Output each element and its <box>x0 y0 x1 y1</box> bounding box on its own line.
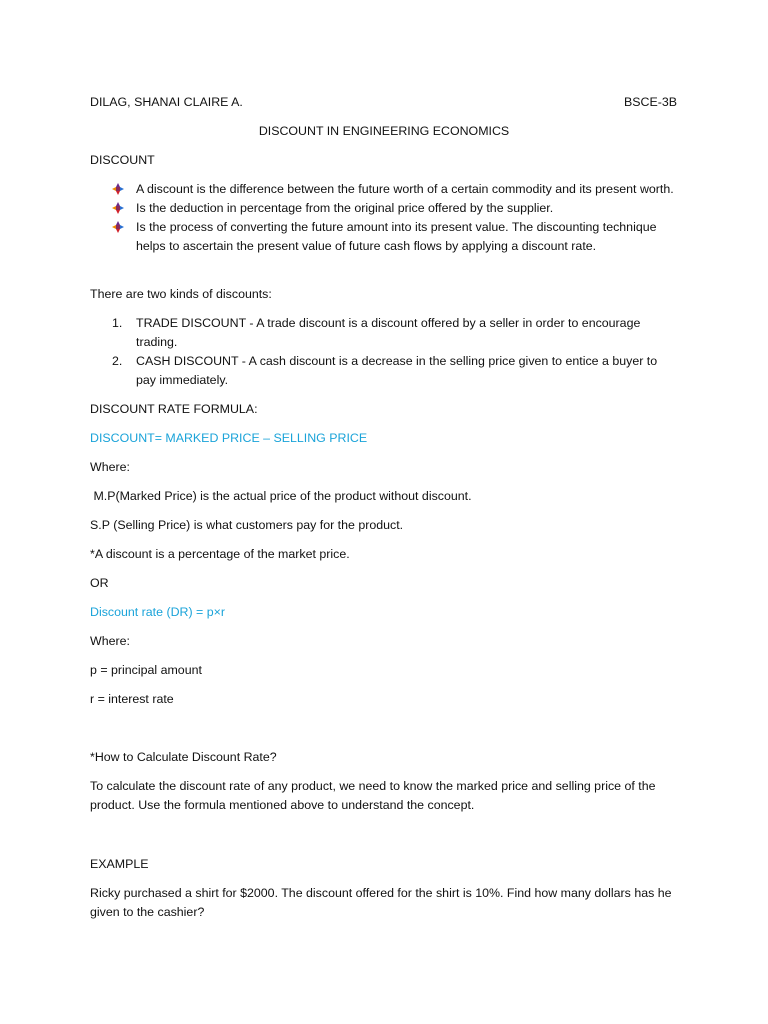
kind-text: TRADE DISCOUNT - A trade discount is a discount offered by a seller in order to encourage trading. <box>136 316 641 349</box>
marked-price-definition: M.P(Marked Price) is the actual price of the product without discount. <box>90 489 472 503</box>
class-section: BSCE-3B <box>623 95 677 109</box>
where-label: Where: <box>90 460 130 474</box>
percentage-note: *A discount is a percentage of the market price. <box>90 547 350 561</box>
kind-number: 2. <box>112 354 123 368</box>
formula-heading: DISCOUNT RATE FORMULA: <box>90 402 258 416</box>
kinds-list <box>112 314 680 390</box>
definition-text: Is the deduction in percentage from the original price offered by the supplier. <box>136 201 554 215</box>
selling-price-definition: S.P (Selling Price) is what customers pay for the product. <box>90 518 404 532</box>
how-to-paragraph: To calculate the discount rate of any product, we need to know the marked price and selling price of the product. Use the formula mentioned above to understand the concept. <box>90 779 656 812</box>
where-label: Where: <box>90 634 130 648</box>
definition-item <box>112 218 680 256</box>
discount-formula: DISCOUNT= MARKED PRICE – SELLING PRICE <box>90 431 368 445</box>
interest-rate-definition: r = interest rate <box>90 692 174 706</box>
kind-text: CASH DISCOUNT - A cash discount is a decrease in the selling price given to entice a buyer to pay immediately. <box>136 354 658 387</box>
four-point-arrow-bullet-icon <box>112 183 124 195</box>
kinds-intro: There are two kinds of discounts: <box>90 287 272 301</box>
discount-rate-formula: Discount rate (DR) = p×r <box>90 605 225 619</box>
definition-item <box>112 199 680 218</box>
document-title: DISCOUNT IN ENGINEERING ECONOMICS <box>258 124 510 138</box>
definition-item <box>112 180 680 199</box>
discount-heading: DISCOUNT <box>90 153 155 167</box>
kind-item <box>112 314 680 352</box>
example-heading: EXAMPLE <box>90 857 149 871</box>
definition-text: A discount is the difference between the future worth of a certain commodity and its present worth. <box>136 182 674 196</box>
kind-number: 1. <box>112 316 123 330</box>
or-separator: OR <box>90 576 109 590</box>
example-paragraph: Ricky purchased a shirt for $2000. The discount offered for the shirt is 10%. Find how many dollars has he given to the cashier? <box>90 886 672 919</box>
how-to-heading: *How to Calculate Discount Rate? <box>90 750 277 764</box>
student-name: DILAG, SHANAI CLAIRE A. <box>90 95 243 109</box>
kind-item <box>112 352 680 390</box>
definition-list <box>112 180 680 256</box>
four-point-arrow-bullet-icon <box>112 221 124 233</box>
four-point-arrow-bullet-icon <box>112 202 124 214</box>
definition-text: Is the process of converting the future amount into its present value. The discounting technique helps to ascertain the present value of future cash flows by applying a discount rate. <box>136 220 657 253</box>
principal-definition: p = principal amount <box>90 663 202 677</box>
